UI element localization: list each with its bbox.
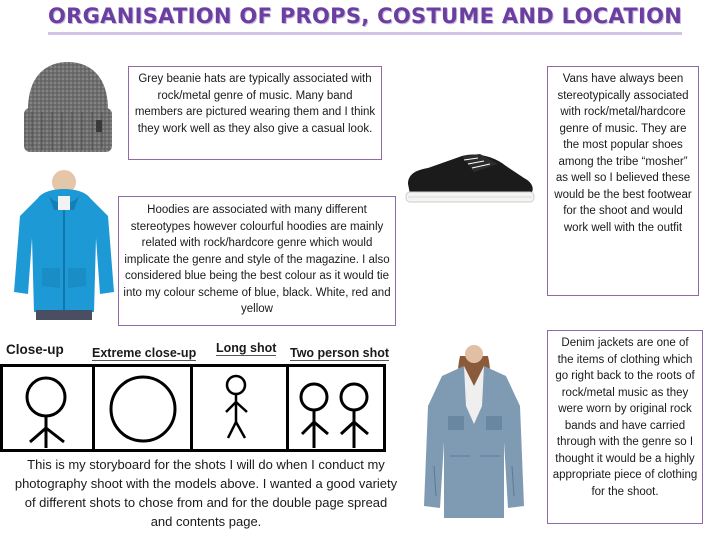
denim-note: Denim jackets are one of the items of clothing which go right back to the roots of rock/metal music as they were worn by original rock bands and have carried through with the genre so I thought it would be a highly appropriate piece of clothing for the shoot. [547,330,703,524]
beanie-image [10,58,120,158]
hoodie-image [8,172,118,320]
page-title: ORGANISATION OF PROPS, COSTUME AND LOCATION [48,4,683,28]
beanie-note: Grey beanie hats are typically associated with rock/metal genre of music. Many band members are pictured wearing them and I think they work well as they also give a casual look. [128,66,382,160]
title-underline [48,32,682,35]
hoodie-note: Hoodies are associated with many different stereotypes however colourful hoodies are mainly related with rock/hardcore genre which would implicate the genre and style of the magazine. I also considered blue being the best colour as it would tie into my colour scheme of blue, black. White, red and yellow [118,196,396,326]
label-long-shot: Long shot [216,341,277,355]
extreme-close-up-sketch [92,364,194,452]
label-two-person-shot: Two person shot [290,346,390,360]
label-close-up: Close-up [6,342,64,357]
two-person-sketch [286,364,386,452]
denim-jacket-image [420,346,528,524]
vans-note: Vans have always been stereotypically associated with rock/metal/hardcore genre of music. They are the most popular shoes among the tribe “mosher” as well so I believed these would be the best footwear for the shoot and would work well with the outfit [547,66,699,296]
long-shot-sketch [190,364,290,452]
storyboard-caption: This is my storyboard for the shots I will do when I conduct my photography shoot with the models above. I wanted a good variety of different shots to chose from and for the double page spread and contents page. [14,457,398,529]
close-up-sketch [0,364,96,452]
label-extreme-close-up: Extreme close-up [92,346,197,360]
shoe-image [402,148,536,206]
